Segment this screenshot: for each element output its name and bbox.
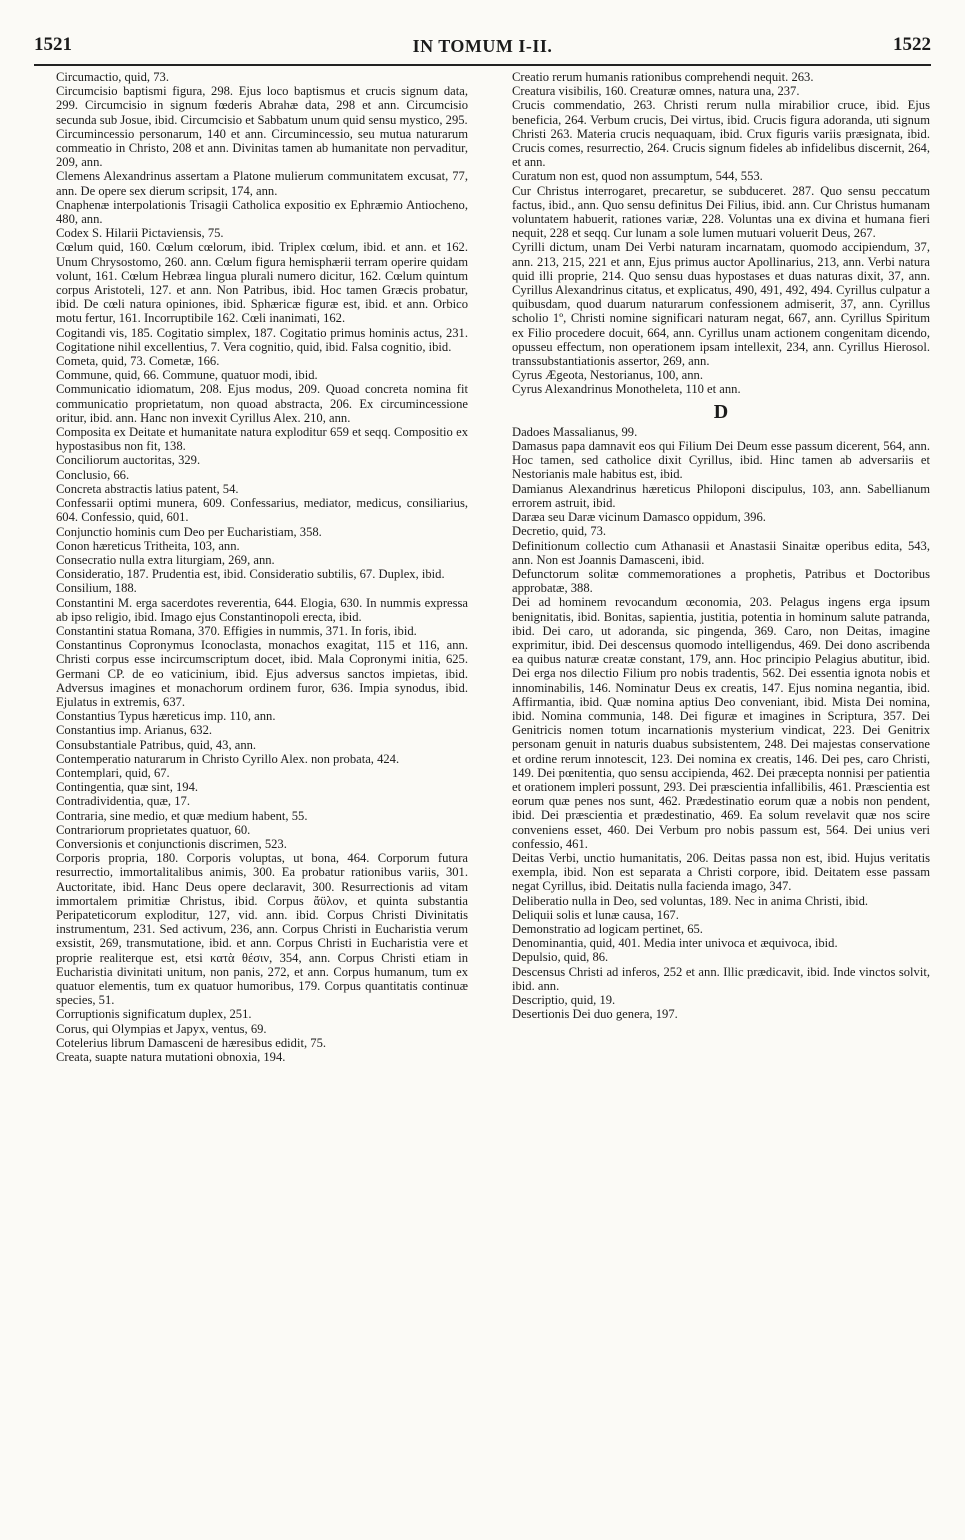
index-entry: Creata, suapte natura mutationi obnoxia, 194.	[56, 1050, 286, 1065]
index-entry: Deitas Verbi, unctio humanitatis, 206. Deitas passa non est, ibid. Hujus veritatis exempla, ibid. Non est separata a Christi corpore, ibid. Deitatem esse passam negat Cyrillus, ibid. Deitatis nulla facienda imago, 347.	[512, 850, 930, 894]
index-entry: Codex S. Hilarii Pictaviensis, 75.	[56, 226, 224, 241]
index-entry: Cnaphenæ interpolationis Trisagii Catholica expositio ex Ephræmio Antiocheno, 480, ann.	[56, 197, 468, 227]
index-entry: Consubstantiale Patribus, quid, 43, ann.	[56, 737, 257, 752]
index-entry: Conversionis et conjunctionis discrimen, 523.	[56, 836, 287, 851]
index-entry: Cotelerius librum Damasceni de hæresibus edidit, 75.	[56, 1035, 327, 1050]
index-entry: Curatum non est, quod non assumptum, 544, 553.	[512, 169, 763, 184]
index-entry: Composita ex Deitate et humanitate natura exploditur 659 et seqq. Compositio ex hypostasibus non fit, 138.	[56, 425, 468, 454]
index-entry: Cyrilli dictum, unam Dei Verbi naturam incarnatam, quomodo accipiendum, 37, ann. 213, 215, 221 et ann, Ejus primus auctor Apollinarius, 213, ann. Verbi natura quid illi proprie, 214. Quo sensu duas hypostases et duas naturas dixit, 37, ann. Cyrillus Alexandrinus citatus, et explicatus, 490, 491, 492, 494. Cyrillus culpatur a quibusdam, quod duarum naturarum confessionem admiserit, 37, ann. Cyrillus scholio 1º, Christi nomine significari naturam negat, 667, ann. Cyrillus Spiritum ex Filio procedere docuit, 664, ann. Cyrillus unam actionem congenitam dicendo, opusseu effectum, non operationem ipsam intellexit, 234, ann. Cyrillus Hierosol. transsubstantiationis assertor, 269, ann.	[512, 240, 930, 369]
index-entry: Contemplari, quid, 67.	[56, 765, 170, 780]
section-letter-d: D	[713, 400, 729, 423]
index-entry: Cyrus Ægeota, Nestorianus, 100, ann.	[512, 368, 703, 383]
index-entry: Descensus Christi ad inferos, 252 et ann. Illic prædicavit, ibid. Inde vinctos solvit, ibid. ann.	[512, 964, 930, 993]
index-entry: Concreta abstractis latius patent, 54.	[56, 481, 239, 496]
index-entry: Circumactio, quid, 73.	[56, 70, 169, 84]
index-entry: Cyrus Alexandrinus Monotheleta, 110 et ann.	[512, 382, 741, 397]
index-entry: Conclusio, 66.	[56, 467, 130, 482]
index-entry: Consecratio nulla extra liturgiam, 269, ann.	[56, 552, 275, 567]
index-entry: Consilium, 188.	[56, 581, 137, 596]
index-entry: Creatio rerum humanis rationibus comprehendi nequit. 263.	[512, 70, 814, 84]
index-entry: Cogitandi vis, 185. Cogitatio simplex, 187. Cogitatio primus hominis actus, 231. Cogitatione nihil excellentius, 7. Vera cognitio, quid, ibid. Falsa cognitio, ibid.	[56, 325, 468, 354]
index-column-left	[56, 70, 468, 1520]
index-entry: Corus, qui Olympias et Japyx, ventus, 69.	[56, 1021, 267, 1036]
index-entry: Damasus papa damnavit eos qui Filium Dei Deum esse passum dicerent, 564, ann. Hoc tamen, sed catholice dixit Cyrillus, ibid. Hinc tamen ab adversariis et Nestorianis male habitus est, ibid.	[512, 439, 930, 482]
index-entries-c	[512, 70, 930, 397]
index-entry: Demonstratio ad logicam pertinet, 65.	[512, 921, 703, 936]
index-entry: Consideratio, 187. Prudentia est, ibid. Consideratio subtilis, 67. Duplex, ibid.	[56, 567, 445, 582]
index-entry: Desertionis Dei duo genera, 197.	[512, 1007, 678, 1022]
index-entry: Corruptionis significatum duplex, 251.	[56, 1007, 252, 1022]
header-rule	[34, 64, 931, 66]
index-entry: Decretio, quid, 73.	[512, 524, 607, 539]
index-entry: Constantius Typus hæreticus imp. 110, ann.	[56, 709, 276, 724]
index-entry: Deliquii solis et lunæ causa, 167.	[512, 907, 679, 922]
index-entry: Confessarii optimi munera, 609. Confessarius, mediator, medicus, consiliarius, 604. Confessio, quid, 601.	[56, 496, 468, 525]
running-title: IN TOMUM I-II.	[412, 36, 553, 56]
index-entry: Commune, quid, 66. Commune, quatuor modi, ibid.	[56, 368, 318, 383]
index-entry: Contingentia, quæ sint, 194.	[56, 780, 199, 795]
index-entries-d	[512, 425, 930, 1022]
index-entry: Defunctorum solitæ commemorationes a prophetis, Patribus et Doctoribus approbatæ, 388.	[512, 566, 930, 596]
page-number-right: 1522	[893, 34, 931, 55]
index-entry: Clemens Alexandrinus assertam a Platone mulierum communitatem excusat, 77, ann. De opere sex dierum scripsit, 174, ann.	[56, 169, 468, 198]
index-entry: Creatura visibilis, 160. Creaturæ omnes, natura una, 237.	[512, 84, 800, 99]
index-entry: Daræa seu Daræ vicinum Damasco oppidum, 396.	[512, 510, 766, 525]
page-number-left: 1521	[34, 34, 72, 55]
index-entry: Cometa, quid, 73. Cometæ, 166.	[56, 354, 220, 369]
index-entry: Corporis propria, 180. Corporis voluptas, ut bona, 464. Corporum futura resurrectio, immortalitalibus animis, 300. Ea probatur rationibus variis, 301. Auctoritate, ibid. Hanc Deus opere declaravit, 300. Resurrectionis ad vitam immortalem primitiæ Christus, ibid. Corpus ἄϋλον, et quinta substantia Peripateticorum exploditur, 127, vid. ann. ibid. Corpus Christi Divinitatis instrumentum, 231. Sed activum, 236, ann. Corpus Christi in Eucharistia verum exsistit, 269, transmutatione, ibid. et ann. Corpus Christi in Eucharistia vere et proprie realiterque est, etsi κατὰ θέσιν, 354, ann. Corpus Christi etiam in Eucharistia divinitati unitum, non panis, 272, et ann. Corpus humanum, tum ex quatuor elementis, tum ex quatuor humoribus, 179. Corpus quantitatis continuæ species, 51.	[56, 851, 468, 1008]
index-entry: Dei ad hominem revocandum œconomia, 203. Pelagus ingens erga ipsum benignitatis, ibid. Bonitas, sapientia, justitia, potentia in hominum salute patranda, ibid. Dei caro, ut adoranda, sic pingenda, 369. Caro, non Deitas, imagine exprimitur, ibid. Dei descensus quomodo intelligendus, 469. Dei dono ascribenda ea quibus naturæ creatæ constant, 179, ann. Hoc principio Pelagius abutitur, ibid. Dei erga nos dilectio Filium pro nobis tradentis, 562. Dei essentia ignota nobis et innominabilis, 146. Nominatur Deus ex creatis, 147. Ejus nomina negantia, ibid. Affirmantia, ibid. Quæ nomina aptius Deo conveniant, ibid. Mista Dei nomina, ibid. Nomina communia, 148. Dei figuræ et imagines in Scriptura, 357. Dei Genitricis nomen totum incarnationis mysterium vindicat, 223. Dei Genitrix personam genuit in naturis duabus subsistentem, 248. Dei majestas conservatione et ordine rerum innotescit, 123. Dei nomina ex creatis, 146. Dei pes, caro Christi, 149. Dei pœnitentia, quo sensu accipienda, 462. Dei præcepta nonnisi per patientia et orationem impleri possunt, 293. Dei præscientia infallibilis, 461. Præscientia est eorum quæ penes nos sunt, 462. Prædestinatio eorum quæ a nobis non pendent, ibid. Dei præscientia et prædestinatio, 469. Ea solum revelavit quæ nos scire conveniens esset, 460. Dei Verbum pro nobis passum est, 564. Dei unius veri confessio, 461.	[512, 595, 930, 851]
index-entry: Contemperatio naturarum in Christo Cyrillo Alex. non probata, 424.	[56, 751, 400, 766]
index-entry: Crucis commendatio, 263. Christi rerum nulla mirabilior cruce, ibid. Ejus beneficia, 264. Verbum crucis, Dei virtus, ibid. Crucis figura adoranda, uti signum Christi 263. Materia crucis nequaquam, ibid. Crux figuris variis præsignata, ibid. Crucis comes, resurrectio, 264. Crucis signum fideles ab infidelibus discernit, 264, et ann.	[512, 98, 930, 170]
index-entry: Denominantia, quid, 401. Media inter univoca et æquivoca, ibid.	[512, 936, 838, 951]
index-entry: Circumincessio personarum, 140 et ann. Circumincessio, seu mutua naturarum commeatio in Christo, 208 et ann. Divinitas tamen ab humanitate non pervaditur, 209, ann.	[56, 126, 468, 170]
index-entry: Descriptio, quid, 19.	[512, 993, 616, 1007]
index-entry: Deliberatio nulla in Deo, sed voluntas, 189. Nec in anima Christi, ibid.	[512, 893, 869, 908]
index-entry: Definitionum collectio cum Athanasii et Anastasii Sinaitæ operibus edita, 543, ann. Non est Joannis Damasceni, ibid.	[512, 538, 930, 567]
index-entry: Damianus Alexandrinus hæreticus Philoponi discipulus, 103, ann. Sabellianum errorem astruit, ibid.	[512, 481, 930, 510]
index-entry: Communicatio idiomatum, 208. Ejus modus, 209. Quoad concreta nomina fit communicatio proprietatum, non quoad abstracta, 206. Ex circumincessione oritur, ibid. ann. Hanc non invexit Cyrillus Alex. 210, ann.	[56, 382, 468, 425]
index-entry: Cur Christus interrogaret, precaretur, se subduceret. 287. Quo sensu peccatum factus, ibid., ann. Quo sensu definitus Dei Filius, ibid. ann. Cur Christus humanam voluntatem habuerit, rationes variæ, 228. Voluntas una ex divina et humana fieri nequit, 228 et seqq. Cur lunam a sole lumen mutuari voluerit Deus, 267.	[512, 183, 930, 241]
index-entry: Circumcisio baptismi figura, 298. Ejus loco baptismus et crucis signum data, 299. Circumcisio in signum fœderis Abrahæ data, 298 et ann. Circumcisio secunda sub Josue, ibid. Circumcisio et Sabbatum unum quid sensu mystico, 295.	[56, 84, 468, 127]
index-entry: Constantinus Copronymus Iconoclasta, monachos exagitat, 115 et 116, ann. Christi corpus esse incircumscriptum docet, ibid. Mala Copronymi initia, 625. Germani CP. de eo vaticinium, ibid. Ejus adversus sanctos impietas, ibid. Adversus imagines et monachorum ordinem furor, 636. Impia synodus, ibid. Ejulatus in extremis, 637.	[56, 638, 468, 709]
index-column-right	[512, 70, 930, 1520]
index-entry: Contraria, sine medio, et quæ medium habent, 55.	[56, 808, 308, 823]
index-entry: Constantini M. erga sacerdotes reverentia, 644. Elogia, 630. In nummis expressa ab ipso religio, ibid. Imago ejus Constantinopoli erecta, ibid.	[56, 595, 468, 624]
index-entry: Depulsio, quid, 86.	[512, 950, 609, 965]
index-entry: Conon hæreticus Tritheita, 103, ann.	[56, 538, 240, 553]
index-entry: Contrariorum proprietates quatuor, 60.	[56, 822, 251, 837]
index-entry: Constantini statua Romana, 370. Effigies in nummis, 371. In foris, ibid.	[56, 623, 417, 638]
index-entry: Cœlum quid, 160. Cœlum cœlorum, ibid. Triplex cœlum, ibid. et ann. et 162. Unum Chrysostomo, 260. ann. Cœlum figura hemisphærii terram operire quidam volunt, 161. Cœlum Hebræa lingua plurali numero dicitur, 162. Cœlum quintum corpus Aristoteli, 127. et ann. Non Patribus, ibid. Hoc tamen Græcis probatur, ibid. De cœli natura opiniones, ibid. Sphæricæ figuræ est, ibid. et ann. Orbico motu fertur, 161. Incorruptibile 162. Cœli inanimati, 162.	[56, 240, 468, 326]
index-entry: Contradividentia, quæ, 17.	[56, 794, 190, 809]
index-entry: Conciliorum auctoritas, 329.	[56, 453, 201, 468]
index-entry: Conjunctio hominis cum Deo per Eucharistiam, 358.	[56, 524, 322, 539]
index-entry: Constantius imp. Arianus, 632.	[56, 723, 213, 738]
page-header	[34, 34, 931, 64]
index-entry: Dadoes Massalianus, 99.	[512, 424, 638, 439]
